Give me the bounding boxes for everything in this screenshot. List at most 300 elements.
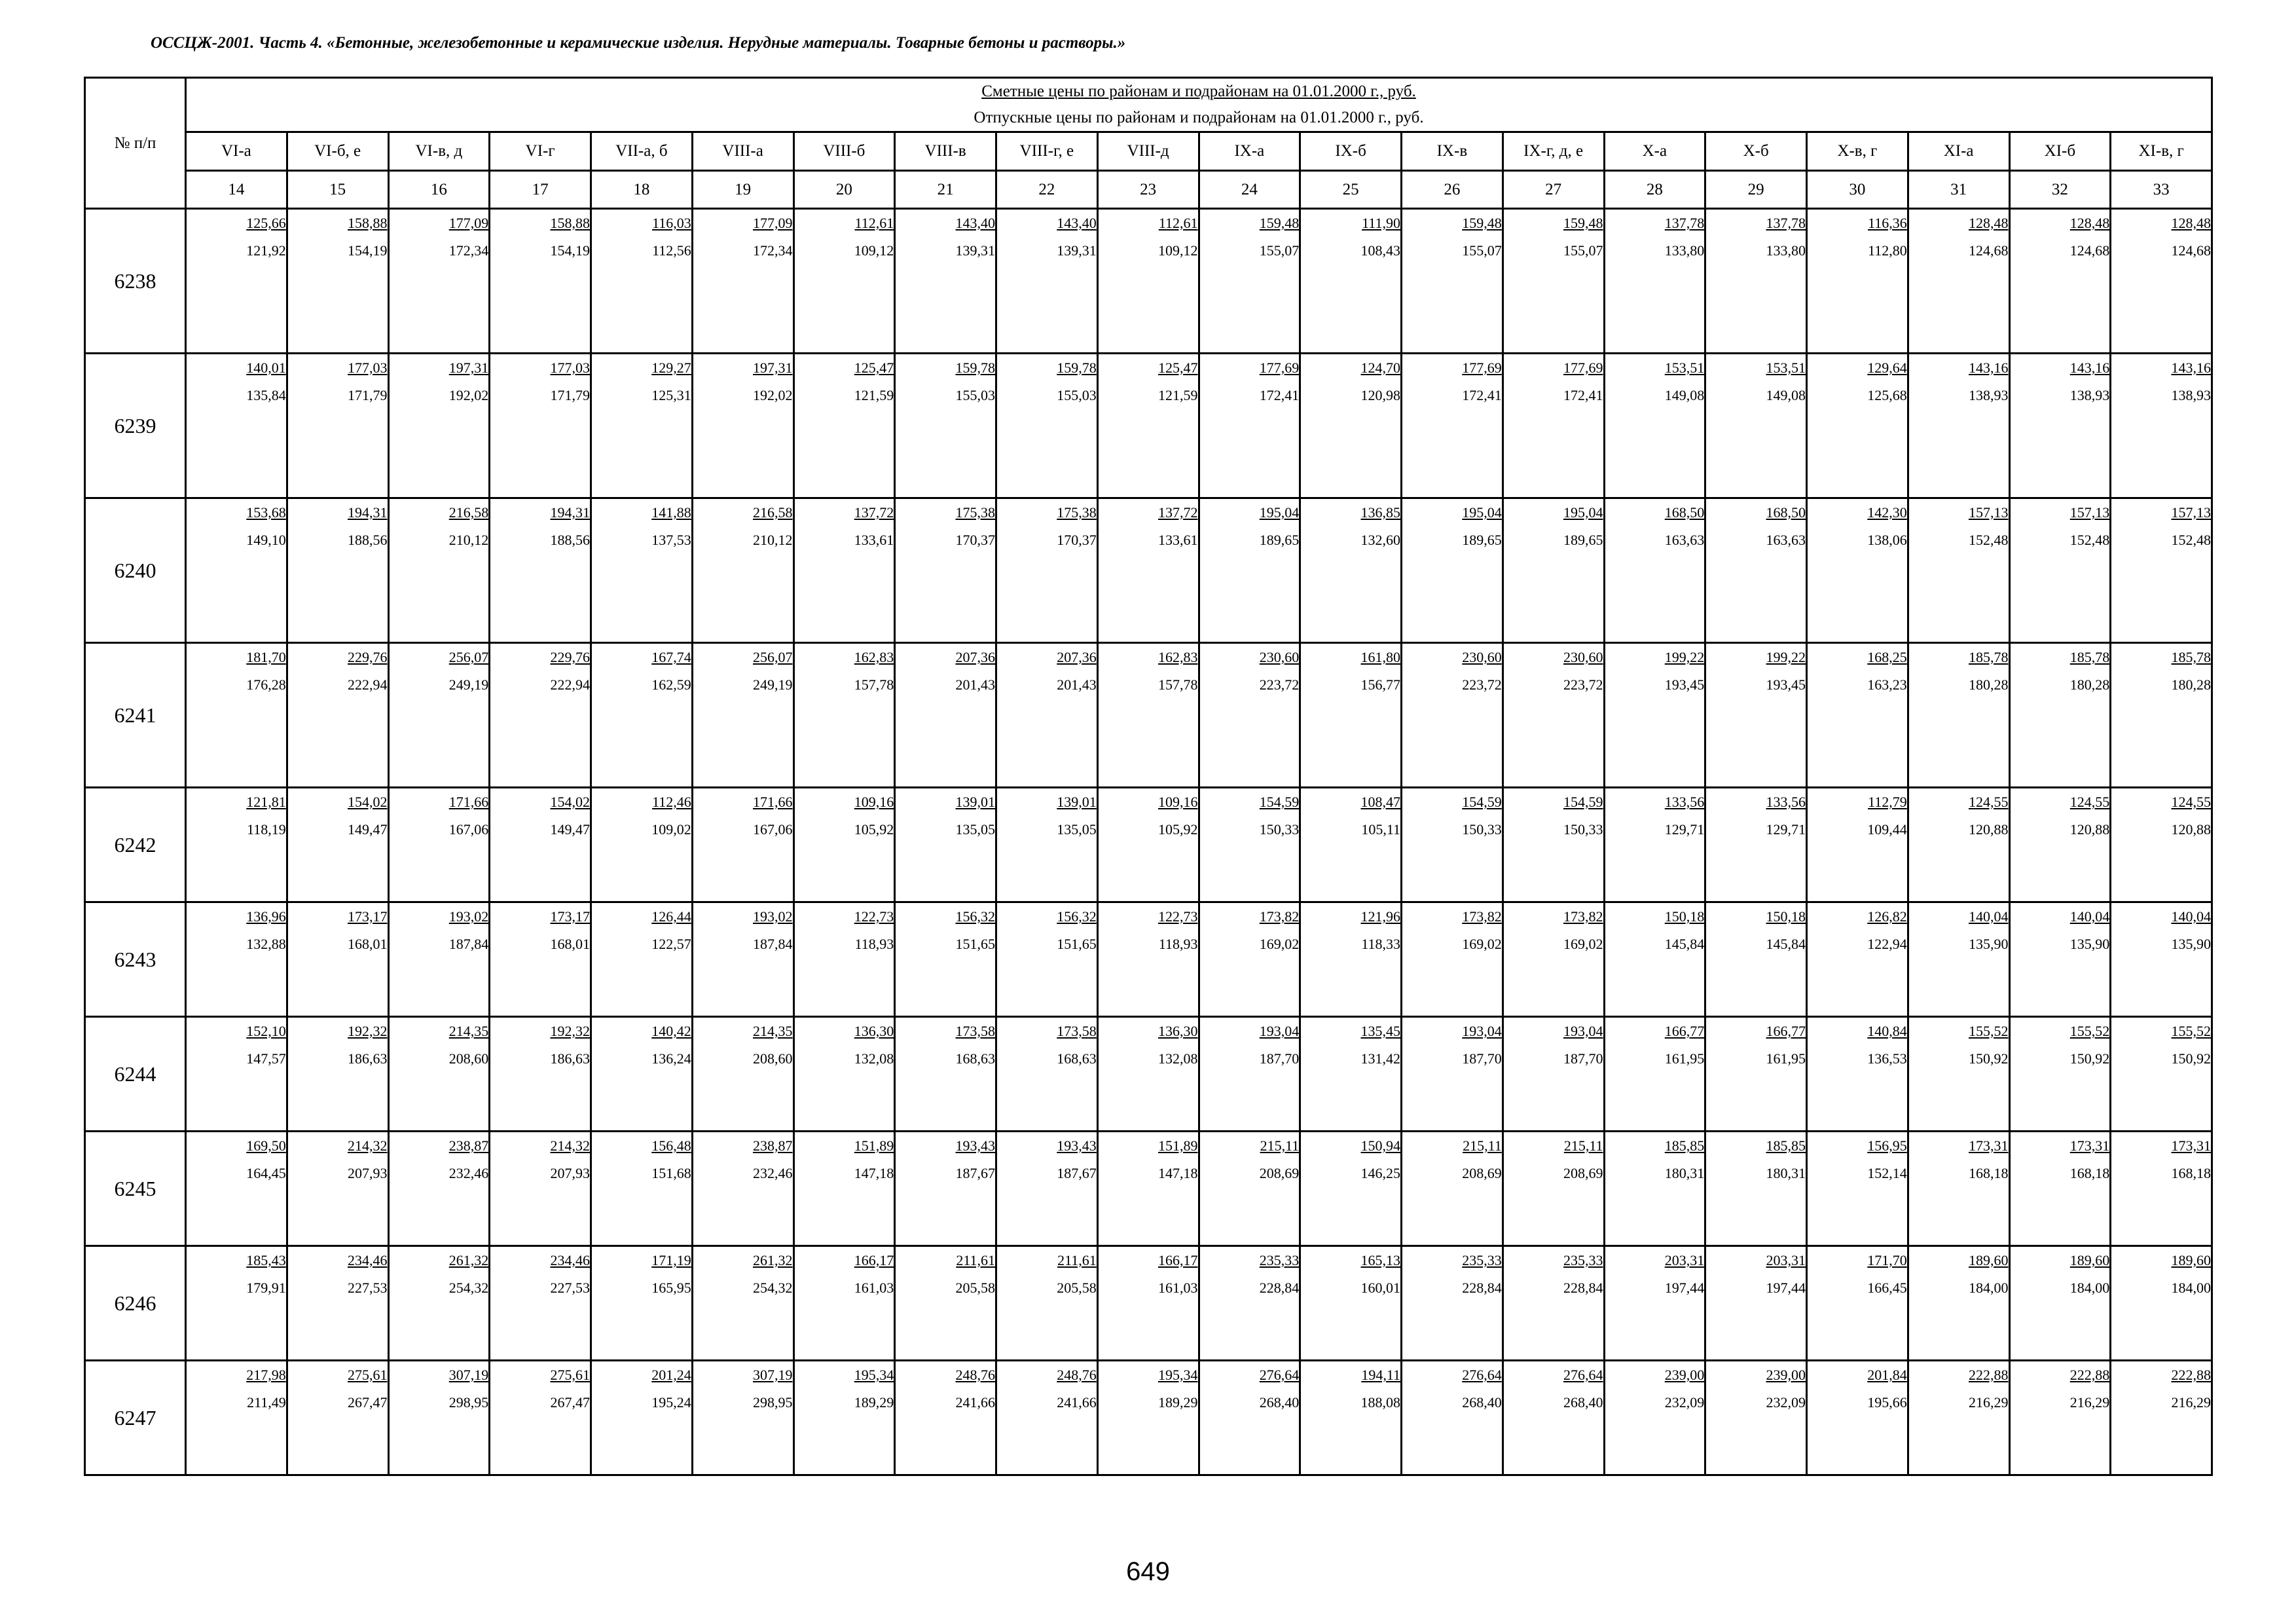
estimate-price: 238,87 (448, 1137, 489, 1154)
district-header: X-б (1705, 132, 1807, 171)
price-cell (490, 209, 591, 354)
table-row (85, 1246, 2212, 1361)
release-price: 205,58 (1057, 1280, 1097, 1296)
price-cell (1300, 1361, 1402, 1475)
estimate-price: 173,58 (1057, 1023, 1097, 1039)
estimate-price: 136,96 (246, 908, 286, 925)
price-cell (1300, 1017, 1402, 1132)
price-cell (2111, 1361, 2212, 1475)
estimate-price: 197,31 (753, 360, 793, 376)
price-cell (287, 1132, 388, 1246)
price-cell (692, 1361, 793, 1475)
estimate-price: 151,89 (1158, 1137, 1198, 1154)
release-price: 169,02 (1563, 936, 1603, 952)
release-price: 150,33 (1259, 821, 1300, 838)
price-cell (895, 788, 996, 902)
estimate-price: 256,07 (448, 649, 489, 665)
row-number: 6238 (85, 209, 186, 354)
release-price: 197,44 (1664, 1280, 1705, 1296)
release-price: 109,02 (651, 821, 691, 838)
price-cell (895, 1246, 996, 1361)
estimate-price: 235,33 (1462, 1252, 1502, 1268)
release-price: 192,02 (753, 387, 793, 403)
estimate-price: 173,31 (2171, 1137, 2211, 1154)
release-price: 201,43 (1057, 676, 1097, 693)
price-cell (388, 1132, 490, 1246)
release-price: 152,48 (2171, 532, 2211, 548)
price-cell (388, 498, 490, 643)
price-cell (2111, 498, 2212, 643)
table-row (85, 788, 2212, 902)
release-price: 210,12 (753, 532, 793, 548)
price-cell (591, 788, 693, 902)
district-header: IX-г, д, е (1503, 132, 1604, 171)
release-price: 105,92 (1158, 821, 1198, 838)
estimate-price: 192,32 (550, 1023, 590, 1039)
release-price: 132,08 (854, 1050, 894, 1067)
price-cell (1705, 1361, 1807, 1475)
price-cell (793, 354, 895, 498)
district-header: IX-в (1402, 132, 1503, 171)
estimate-price: 125,66 (246, 215, 286, 231)
price-cell (287, 209, 388, 354)
release-price: 151,65 (1057, 936, 1097, 952)
price-cell (1199, 1132, 1300, 1246)
release-price: 189,65 (1259, 532, 1300, 548)
estimate-price: 203,31 (1766, 1252, 1806, 1268)
price-cell (1503, 643, 1604, 788)
release-price: 149,08 (1664, 387, 1705, 403)
release-price: 105,11 (1361, 821, 1400, 838)
release-price: 138,93 (1969, 387, 2009, 403)
estimate-price: 239,00 (1664, 1367, 1705, 1383)
table-row (85, 902, 2212, 1017)
estimate-price: 112,61 (854, 215, 894, 231)
estimate-price: 173,31 (2069, 1137, 2110, 1154)
estimate-price: 194,11 (1361, 1367, 1400, 1383)
price-cell (287, 498, 388, 643)
release-price: 223,72 (1462, 676, 1502, 693)
release-price: 193,45 (1766, 676, 1806, 693)
estimate-price: 193,04 (1259, 1023, 1300, 1039)
estimate-price: 136,30 (854, 1023, 894, 1039)
release-price: 145,84 (1766, 936, 1806, 952)
price-cell (490, 902, 591, 1017)
column-number: 33 (2111, 171, 2212, 209)
price-cell (996, 1361, 1098, 1475)
price-cell (1705, 1017, 1807, 1132)
table-row (85, 354, 2212, 498)
release-price: 109,12 (854, 242, 894, 259)
price-cell (692, 643, 793, 788)
release-price: 155,03 (1057, 387, 1097, 403)
release-price: 228,84 (1462, 1280, 1502, 1296)
estimate-price: 193,04 (1563, 1023, 1603, 1039)
price-cell (287, 1017, 388, 1132)
estimate-price: 201,24 (651, 1367, 691, 1383)
release-price: 210,12 (448, 532, 489, 548)
release-price: 188,56 (348, 532, 388, 548)
price-cell (1503, 902, 1604, 1017)
estimate-price: 248,76 (1057, 1367, 1097, 1383)
release-price: 168,01 (348, 936, 388, 952)
price-cell (1503, 354, 1604, 498)
price-cell (186, 498, 287, 643)
estimate-price: 173,82 (1259, 908, 1300, 925)
price-cell (1503, 209, 1604, 354)
price-cell (692, 209, 793, 354)
estimate-price: 177,03 (348, 360, 388, 376)
price-cell (692, 1246, 793, 1361)
release-price: 133,80 (1664, 242, 1705, 259)
price-cell (793, 1246, 895, 1361)
estimate-price: 116,36 (1868, 215, 1907, 231)
price-cell (692, 498, 793, 643)
price-cell (388, 788, 490, 902)
column-number-row (85, 171, 2212, 209)
price-cell (287, 1361, 388, 1475)
district-header: XI-а (1908, 132, 2009, 171)
estimate-price: 156,48 (651, 1137, 691, 1154)
release-price-title: Отпускные цены по районам и подрайонам на 01.01.2000 г., руб. (974, 109, 1424, 126)
release-price: 180,28 (1969, 676, 2009, 693)
price-cell (1807, 209, 1908, 354)
release-price: 241,66 (955, 1394, 995, 1411)
estimate-price: 112,79 (1868, 794, 1907, 810)
estimate-price: 116,03 (652, 215, 691, 231)
release-price: 129,71 (1766, 821, 1806, 838)
estimate-price: 229,76 (550, 649, 590, 665)
estimate-price: 112,61 (1158, 215, 1198, 231)
release-price: 208,69 (1259, 1165, 1300, 1181)
release-price: 254,32 (448, 1280, 489, 1296)
table-row (85, 1132, 2212, 1246)
release-price: 155,07 (1259, 242, 1300, 259)
release-price: 120,88 (1969, 821, 2009, 838)
price-cell (591, 354, 693, 498)
estimate-price: 197,31 (448, 360, 489, 376)
release-price: 192,02 (448, 387, 489, 403)
price-cell (1604, 643, 1705, 788)
district-header: VI-б, е (287, 132, 388, 171)
estimate-price: 177,69 (1259, 360, 1300, 376)
estimate-price: 171,19 (651, 1252, 691, 1268)
price-cell (793, 1017, 895, 1132)
column-number: 32 (2009, 171, 2111, 209)
release-price: 125,31 (651, 387, 691, 403)
estimate-price: 141,88 (651, 504, 691, 521)
release-price: 164,45 (246, 1165, 286, 1181)
column-number: 18 (591, 171, 693, 209)
district-header: VIII-г, е (996, 132, 1098, 171)
release-price: 145,84 (1664, 936, 1705, 952)
estimate-price: 214,32 (348, 1137, 388, 1154)
estimate-price: 185,78 (2171, 649, 2211, 665)
price-cell (1705, 1246, 1807, 1361)
column-number: 27 (1503, 171, 1604, 209)
release-price: 187,70 (1462, 1050, 1502, 1067)
price-cell (1604, 788, 1705, 902)
estimate-price: 185,43 (246, 1252, 286, 1268)
release-price: 223,72 (1563, 676, 1603, 693)
estimate-price: 128,48 (2069, 215, 2110, 231)
price-cell (1705, 498, 1807, 643)
release-price: 223,72 (1259, 676, 1300, 693)
estimate-price: 161,80 (1360, 649, 1400, 665)
estimate-price: 154,59 (1563, 794, 1603, 810)
estimate-price: 261,32 (753, 1252, 793, 1268)
price-cell (1097, 209, 1199, 354)
estimate-price: 276,64 (1563, 1367, 1603, 1383)
estimate-price: 122,73 (1158, 908, 1198, 925)
release-price: 109,12 (1158, 242, 1198, 259)
price-cell (591, 902, 693, 1017)
estimate-price: 155,52 (1969, 1023, 2009, 1039)
estimate-price: 173,82 (1462, 908, 1502, 925)
estimate-price: 195,04 (1462, 504, 1502, 521)
price-cell (591, 1017, 693, 1132)
row-number: 6240 (85, 498, 186, 643)
estimate-price: 195,34 (1158, 1367, 1198, 1383)
estimate-price: 230,60 (1259, 649, 1300, 665)
estimate-price: 261,32 (448, 1252, 489, 1268)
release-price: 180,31 (1664, 1165, 1705, 1181)
estimate-price: 142,30 (1867, 504, 1907, 521)
release-price: 168,18 (1969, 1165, 2009, 1181)
estimate-price: 207,36 (1057, 649, 1097, 665)
estimate-price: 177,03 (550, 360, 590, 376)
district-header: VI-г (490, 132, 591, 171)
release-price: 187,84 (448, 936, 489, 952)
price-cell (1604, 209, 1705, 354)
release-price: 249,19 (448, 676, 489, 693)
price-cell (895, 1017, 996, 1132)
price-cell (388, 209, 490, 354)
release-price: 122,57 (651, 936, 691, 952)
estimate-price: 193,02 (753, 908, 793, 925)
price-cell (996, 1132, 1098, 1246)
price-cell (692, 354, 793, 498)
price-cell (692, 1132, 793, 1246)
price-cell (591, 209, 693, 354)
release-price: 187,84 (753, 936, 793, 952)
price-cell (1807, 902, 1908, 1017)
estimate-price: 157,13 (2171, 504, 2211, 521)
estimate-price: 215,11 (1563, 1137, 1603, 1154)
release-price: 232,09 (1664, 1394, 1705, 1411)
estimate-price: 173,82 (1563, 908, 1603, 925)
estimate-price: 153,68 (246, 504, 286, 521)
release-price: 169,02 (1462, 936, 1502, 952)
release-price: 161,03 (854, 1280, 894, 1296)
price-cell (2009, 1132, 2111, 1246)
price-cell (1097, 1246, 1199, 1361)
price-cell (1705, 902, 1807, 1017)
estimate-price: 154,59 (1259, 794, 1300, 810)
price-cell (996, 1246, 1098, 1361)
release-price: 208,60 (448, 1050, 489, 1067)
price-cell (1503, 1132, 1604, 1246)
release-price: 152,48 (2069, 532, 2110, 548)
estimate-price: 125,47 (1158, 360, 1198, 376)
estimate-price: 154,59 (1462, 794, 1502, 810)
estimate-price: 156,32 (1057, 908, 1097, 925)
price-cell (1908, 1017, 2009, 1132)
estimate-price: 177,69 (1462, 360, 1502, 376)
price-cell (1807, 1132, 1908, 1246)
price-cell (2111, 1132, 2212, 1246)
release-price: 168,63 (1057, 1050, 1097, 1067)
price-cell (1402, 643, 1503, 788)
estimate-price: 203,31 (1664, 1252, 1705, 1268)
price-cell (1402, 498, 1503, 643)
release-price: 268,40 (1462, 1394, 1502, 1411)
price-cell (793, 498, 895, 643)
price-cell (1199, 1017, 1300, 1132)
release-price: 254,32 (753, 1280, 793, 1296)
estimate-price: 159,78 (1057, 360, 1097, 376)
release-price: 187,67 (1057, 1165, 1097, 1181)
district-header: VII-а, б (591, 132, 693, 171)
column-number: 20 (793, 171, 895, 209)
estimate-price: 152,10 (246, 1023, 286, 1039)
release-price: 207,93 (348, 1165, 388, 1181)
page-number: 649 (1126, 1557, 1170, 1586)
price-cell (793, 643, 895, 788)
estimate-price: 140,84 (1867, 1023, 1907, 1039)
column-number: 15 (287, 171, 388, 209)
release-price: 139,31 (1057, 242, 1097, 259)
release-price: 150,92 (1969, 1050, 2009, 1067)
release-price: 132,60 (1360, 532, 1400, 548)
estimate-price: 177,09 (448, 215, 489, 231)
document-header: ОССЦЖ-2001. Часть 4. «Бетонные, железобетонные и керамические изделия. Нерудные материалы. Товарные бетоны и растворы.» (151, 34, 1126, 52)
estimate-price: 238,87 (753, 1137, 793, 1154)
estimate-price: 276,64 (1259, 1367, 1300, 1383)
estimate-price: 193,43 (1057, 1137, 1097, 1154)
estimate-price: 125,47 (854, 360, 894, 376)
price-cell (287, 1246, 388, 1361)
release-price: 133,80 (1766, 242, 1806, 259)
district-header: VI-а (186, 132, 287, 171)
release-price: 120,88 (2069, 821, 2110, 838)
estimate-price: 199,22 (1766, 649, 1806, 665)
price-cell (1199, 1246, 1300, 1361)
estimate-price: 230,60 (1462, 649, 1502, 665)
price-cell (895, 354, 996, 498)
price-cell (1807, 1246, 1908, 1361)
estimate-price: 150,94 (1360, 1137, 1400, 1154)
price-cell (996, 902, 1098, 1017)
release-price: 171,79 (550, 387, 590, 403)
estimate-price: 122,73 (854, 908, 894, 925)
estimate-price: 195,04 (1259, 504, 1300, 521)
release-price: 163,23 (1867, 676, 1907, 693)
estimate-price: 158,88 (550, 215, 590, 231)
estimate-price: 126,82 (1867, 908, 1907, 925)
price-cell (1503, 788, 1604, 902)
price-cell (692, 1017, 793, 1132)
price-cell (996, 354, 1098, 498)
estimate-price: 275,61 (550, 1367, 590, 1383)
release-price: 171,79 (348, 387, 388, 403)
release-price: 169,02 (1259, 936, 1300, 952)
release-price: 222,94 (348, 676, 388, 693)
release-price: 135,90 (1969, 936, 2009, 952)
table-head-row (85, 78, 2212, 132)
price-cell (490, 1017, 591, 1132)
column-number: 16 (388, 171, 490, 209)
price-cell (1807, 1361, 1908, 1475)
price-cell (388, 902, 490, 1017)
estimate-price: 143,40 (955, 215, 995, 231)
district-header: IX-б (1300, 132, 1402, 171)
estimate-price: 124,70 (1360, 360, 1400, 376)
column-number: 25 (1300, 171, 1402, 209)
release-price: 135,90 (2171, 936, 2211, 952)
price-cell (490, 643, 591, 788)
estimate-price: 230,60 (1563, 649, 1603, 665)
price-cell (186, 788, 287, 902)
release-price: 112,56 (652, 242, 691, 259)
estimate-price: 137,72 (854, 504, 894, 521)
price-cell (895, 1132, 996, 1246)
price-cell (1097, 643, 1199, 788)
release-price: 180,28 (2069, 676, 2110, 693)
column-number: 29 (1705, 171, 1807, 209)
release-price: 147,18 (1158, 1165, 1198, 1181)
release-price: 172,41 (1462, 387, 1502, 403)
price-cell (186, 902, 287, 1017)
price-cell (692, 788, 793, 902)
estimate-price: 136,85 (1360, 504, 1400, 521)
release-price: 146,25 (1360, 1165, 1400, 1181)
estimate-price: 159,48 (1259, 215, 1300, 231)
district-header: VIII-д (1097, 132, 1199, 171)
release-price: 211,49 (247, 1394, 286, 1411)
estimate-price: 124,55 (2069, 794, 2110, 810)
estimate-price: 143,16 (2171, 360, 2211, 376)
estimate-price: 109,16 (854, 794, 894, 810)
estimate-price: 185,85 (1664, 1137, 1705, 1154)
price-cell (996, 209, 1098, 354)
release-price: 150,33 (1563, 821, 1603, 838)
release-price: 167,06 (448, 821, 489, 838)
estimate-price: 155,52 (2069, 1023, 2110, 1039)
estimate-price: 162,83 (1158, 649, 1198, 665)
price-cell (895, 1361, 996, 1475)
release-price: 133,61 (1158, 532, 1198, 548)
release-price: 179,91 (246, 1280, 286, 1296)
price-cell (692, 902, 793, 1017)
price-table (84, 77, 2213, 1476)
release-price: 125,68 (1867, 387, 1907, 403)
estimate-price: 162,83 (854, 649, 894, 665)
estimate-price: 167,74 (651, 649, 691, 665)
estimate-price: 166,17 (854, 1252, 894, 1268)
price-cell (186, 354, 287, 498)
release-price: 124,68 (2069, 242, 2110, 259)
price-cell (2009, 1017, 2111, 1132)
num-column-header: № п/п (85, 78, 186, 209)
estimate-price: 112,46 (652, 794, 691, 810)
estimate-price: 194,31 (550, 504, 590, 521)
column-number: 19 (692, 171, 793, 209)
estimate-price: 168,50 (1766, 504, 1806, 521)
estimate-price: 155,52 (2171, 1023, 2211, 1039)
estimate-price: 193,04 (1462, 1023, 1502, 1039)
release-price: 172,41 (1563, 387, 1603, 403)
